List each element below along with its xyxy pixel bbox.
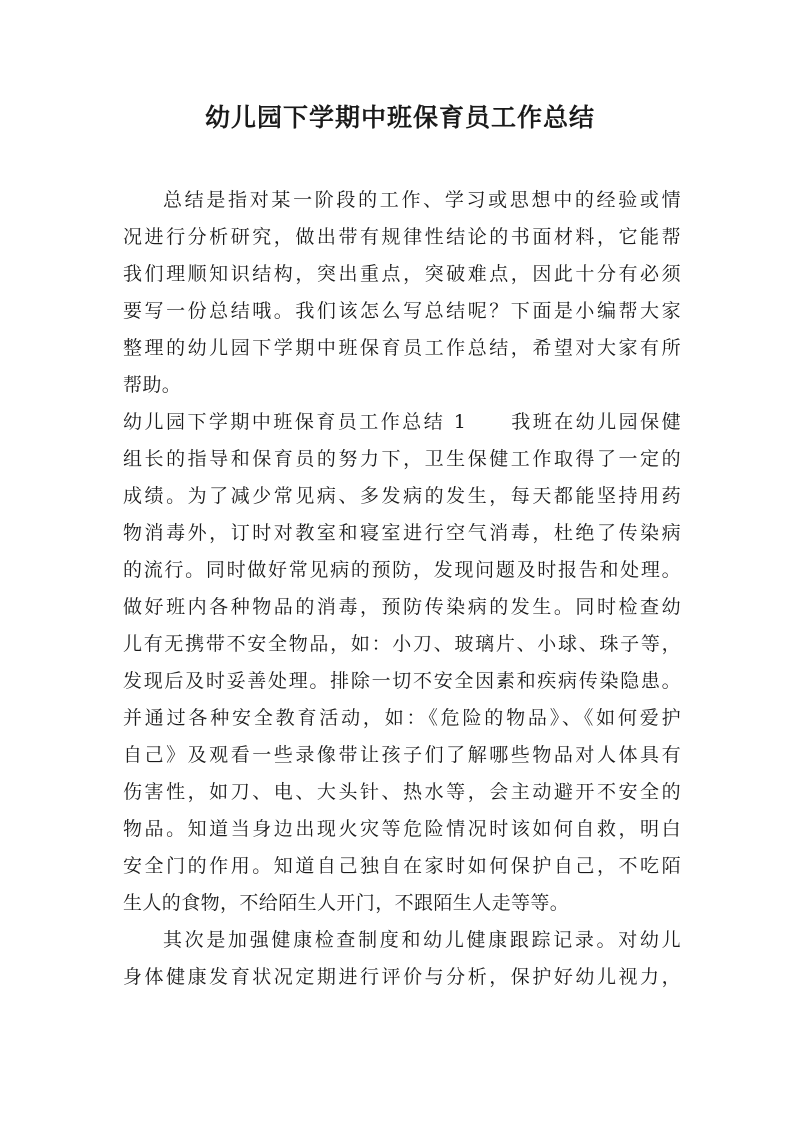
paragraph-line: 我们理顺知识结构，突出重点，突破难点，因此十分有必须 (123, 263, 681, 285)
paragraph-line: 整理的幼儿园下学期中班保育员工作总结，希望对大家有所 (123, 337, 681, 359)
paragraph-line: 总结是指对某一阶段的工作、学习或思想中的经验或情 (163, 189, 681, 211)
paragraph-line: 身体健康发育状况定期进行评价与分析，保护好幼儿视力， (123, 966, 681, 988)
paragraph-line: 组长的指导和保育员的努力下，卫生保健工作取得了一定的 (123, 448, 681, 470)
paragraph-line: 要写一份总结哦。我们该怎么写总结呢？下面是小编帮大家 (123, 300, 681, 322)
document-body (123, 182, 681, 996)
paragraph-line: 做好班内各种物品的消毒，预防传染病的发生。同时检查幼 (123, 596, 681, 618)
page-title: 幼儿园下学期中班保育员工作总结 (204, 103, 595, 132)
paragraph-line: 其次是加强健康检查制度和幼儿健康跟踪记录。对幼儿 (163, 929, 681, 951)
paragraph-line: 安全门的作用。知道自己独自在家时如何保护自己，不吃陌 (123, 855, 681, 877)
paragraph-line: 自己》及观看一些录像带让孩子们了解哪些物品对人体具有 (123, 744, 681, 766)
paragraph-line: 伤害性，如刀、电、大头针、热水等，会主动避开不安全的 (123, 781, 681, 803)
paragraph-line: 儿有无携带不安全物品，如：小刀、玻璃片、小球、珠子等， (123, 633, 681, 655)
paragraph-line: 发现后及时妥善处理。排除一切不安全因素和疾病传染隐患。 (123, 670, 681, 692)
paragraph-line: 的流行。同时做好常见病的预防，发现问题及时报告和处理。 (123, 559, 681, 581)
paragraph-line: 帮助。 (123, 374, 182, 396)
paragraph-line: 生人的食物，不给陌生人开门，不跟陌生人走等等。 (123, 892, 570, 914)
paragraph-line: 幼儿园下学期中班保育员工作总结 1 我班在幼儿园保健 (123, 411, 681, 433)
paragraph-line: 并通过各种安全教育活动，如：《危险的物品》、《如何爱护 (123, 707, 681, 729)
paragraph-line: 物消毒外，订时对教室和寝室进行空气消毒，杜绝了传染病 (123, 522, 681, 544)
paragraph-line: 况进行分析研究，做出带有规律性结论的书面材料，它能帮 (123, 226, 681, 248)
paragraph-line: 成绩。为了减少常见病、多发病的发生，每天都能坚持用药 (123, 485, 681, 507)
paragraph-line: 物品。知道当身边出现火灾等危险情况时该如何自救，明白 (123, 818, 681, 840)
